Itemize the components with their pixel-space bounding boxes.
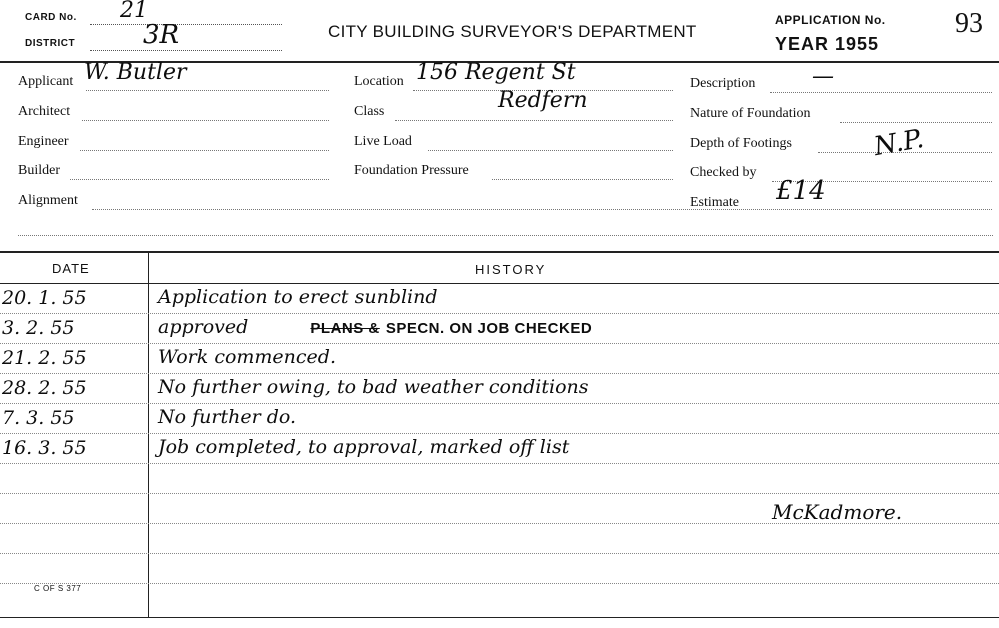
engineer-label: Engineer [18,134,69,149]
history-row-empty [0,465,999,494]
live-load-label: Live Load [354,134,412,149]
history-row [0,315,999,344]
alignment-label: Alignment [18,193,78,208]
history-row-empty [0,525,999,554]
district-label: DISTRICT [25,38,76,49]
history-entry-handwritten: approved [158,316,249,338]
location-label: Location [354,74,404,89]
nature-of-foundation-line [840,122,992,123]
card-no-value: 21 [120,0,148,23]
history-row-empty [0,555,999,584]
card-no-label: CARD No. [25,12,77,23]
history-column-header: HISTORY [475,262,547,277]
history-date: 21. 2. 55 [2,347,87,369]
location-value: 156 Regent St [416,60,576,85]
printed-stamp-text: SPECN. ON JOB CHECKED [385,320,593,337]
class-line [395,120,673,121]
history-entry [158,316,592,338]
nature-of-foundation-label: Nature of Foundation [690,106,811,121]
architect-line [82,120,329,121]
history-entry: No further owing, to bad weather conditions [158,376,589,398]
description-label: Description [690,76,756,91]
estimate-value: £14 [776,176,826,206]
table-header-line [0,283,999,284]
checked-by-label: Checked by [690,165,757,180]
depth-of-footings-value: N.P. [871,123,927,163]
history-row [0,285,999,314]
history-date: 28. 2. 55 [2,377,87,399]
district-line [90,50,282,51]
blank-line-1 [18,235,993,236]
class-value: Redfern [498,88,588,113]
history-entry: Work commenced. [158,346,336,368]
application-no-label: APPLICATION No. [775,13,886,27]
applicant-label: Applicant [18,74,74,89]
history-row [0,345,999,374]
class-label: Class [354,104,385,119]
card-bottom-line [0,617,999,618]
description-value: — [812,64,834,89]
applicant-value: W. Butler [84,60,187,85]
engineer-line [80,150,329,151]
date-column-header: DATE [52,261,90,276]
alignment-line [92,209,992,210]
row-rule [0,433,999,434]
row-rule [0,313,999,314]
row-rule [0,403,999,404]
fields-divider [0,251,999,253]
history-entry: No further do. [158,406,297,428]
depth-of-footings-label: Depth of Footings [690,136,792,151]
form-code: C OF S 377 [34,584,82,593]
row-rule [0,373,999,374]
foundation-pressure-line [492,179,673,180]
applicant-line [86,90,329,91]
history-entry: Job completed, to approval, marked off list [158,436,570,458]
history-row [0,375,999,404]
estimate-label: Estimate [690,195,739,210]
district-value: 3R [143,20,180,50]
struck-printed-text: PLANS & [310,320,380,337]
year-label: YEAR 1955 [775,34,880,54]
architect-label: Architect [18,104,71,119]
signature: McKadmore. [772,500,903,524]
history-date: 3. 2. 55 [2,317,75,339]
live-load-line [428,150,673,151]
history-date: 7. 3. 55 [2,407,75,429]
card-no-line [90,24,282,25]
application-no-value: 93 [955,8,983,39]
history-row [0,435,999,464]
row-rule [0,463,999,464]
history-date: 16. 3. 55 [2,437,87,459]
row-rule [0,343,999,344]
builder-label: Builder [18,163,60,178]
foundation-pressure-label: Foundation Pressure [354,163,469,178]
description-line [770,92,992,93]
history-row [0,405,999,434]
builder-line [70,179,329,180]
department-title: CITY BUILDING SURVEYOR'S DEPARTMENT [328,22,697,41]
history-date: 20. 1. 55 [2,287,87,309]
history-entry: Application to erect sunblind [158,286,438,308]
